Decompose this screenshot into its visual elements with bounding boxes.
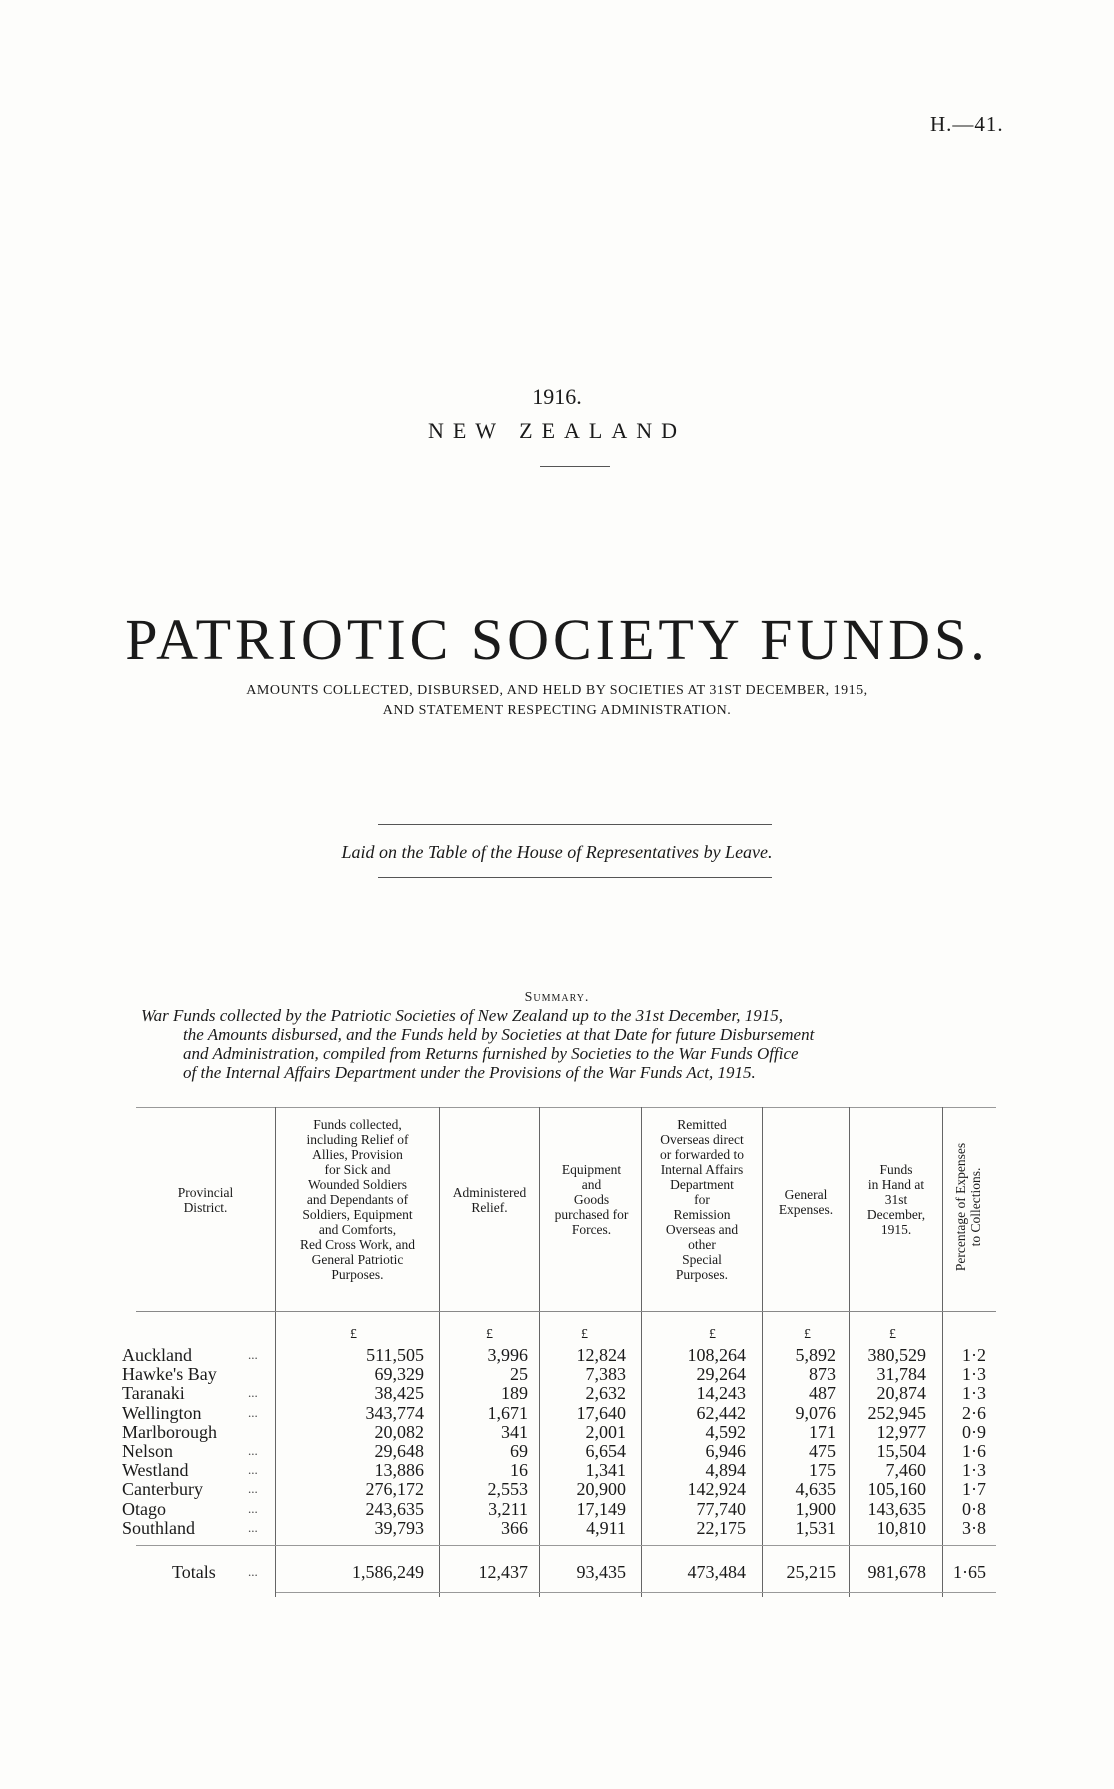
header-equipment [542,1162,641,1237]
header-line: Wounded Soldiers [307,1177,408,1192]
header-line: Special [682,1252,722,1267]
header-line: Goods [573,1192,610,1207]
table-row [122,1383,996,1404]
header-line: Provincial [177,1185,234,1200]
table-row [122,1460,996,1481]
cell-remitted: 108,264 [687,1345,746,1365]
cell-pct: 1·3 [962,1364,986,1385]
cell-equipment: 17,640 [576,1402,626,1423]
cell-relief: 12,437 [478,1562,528,1582]
summary-description [141,1006,1001,1082]
cell-remitted: 29,264 [696,1364,746,1385]
header-line: Overseas and [665,1222,739,1237]
summary-line: and Administration, compiled from Returns furnished by Societies to the War Funds Office [183,1044,799,1063]
cell-in-hand: 7,460 [885,1460,926,1481]
cell-equipment: 17,149 [576,1498,626,1519]
divider-top [378,824,772,825]
leader-dots: ... [248,1481,258,1497]
header-line: Funds collected, [313,1117,402,1132]
table-row [122,1345,996,1365]
leader-dots: ... [248,1564,258,1579]
cell-pct: 0·8 [962,1498,986,1519]
district-name: Westland [122,1460,189,1481]
cell-collected: 1,586,249 [352,1562,424,1582]
pound-symbol: £ [889,1327,896,1342]
cell-relief: 25 [510,1364,528,1385]
header-line: and Dependants of [306,1192,409,1207]
cell-collected: 29,648 [374,1441,424,1461]
leader-dots: ... [248,1519,258,1535]
header-line: Remitted [677,1117,727,1132]
cell-in-hand: 15,504 [876,1441,926,1461]
cell-expenses: 171 [809,1421,836,1442]
cell-relief: 1,671 [487,1402,528,1423]
summary-line: War Funds collected by the Patriotic Societies of New Zealand up to the 31st December, 1915, [141,1006,783,1025]
header-line: Equipment [561,1162,622,1177]
cell-expenses: 25,215 [786,1562,836,1582]
cell-pct: 1·3 [962,1383,986,1404]
laid-on-table-note: Laid on the Table of the House of Representatives by Leave. [341,842,773,862]
country-name: NEW ZEALAND [427,418,687,443]
header-line: 31st [884,1192,908,1207]
cell-expenses: 9,076 [795,1402,836,1423]
totals-rule [136,1545,996,1546]
short-divider [540,466,610,467]
cell-pct: 1·3 [962,1460,986,1481]
cell-remitted: 473,484 [687,1562,746,1582]
summary-line: of the Internal Affairs Department under the Provisions of the War Funds Act, 1915. [183,1063,756,1082]
summary-line: the Amounts disbursed, and the Funds held by Societies at that Date for future Disbursement [183,1025,815,1044]
cell-pct: 1·7 [962,1479,986,1500]
cell-in-hand: 143,635 [867,1498,926,1519]
cell-expenses: 4,635 [795,1479,836,1500]
cell-expenses: 873 [809,1364,836,1385]
cell-collected: 69,329 [374,1364,424,1385]
header-administered-relief [440,1185,539,1215]
cell-expenses: 175 [809,1460,836,1481]
district-name: Canterbury [122,1479,203,1500]
header-line: or forwarded to [660,1147,744,1162]
header-line: and [581,1177,602,1192]
header-line: 1915. [880,1222,912,1237]
header-line: December, [866,1207,926,1222]
table-row [122,1498,996,1519]
table-row [122,1517,996,1538]
cell-equipment: 6,654 [585,1441,626,1461]
header-line: Internal Affairs [660,1162,744,1177]
table-top-rule [136,1107,996,1108]
cell-relief: 189 [501,1383,528,1404]
cell-pct: 0·9 [962,1421,986,1442]
header-line: including Relief of [306,1132,409,1147]
header-line: and Comforts, [318,1222,397,1237]
table-row [122,1441,996,1461]
header-line: Relief. [471,1200,508,1215]
header-line: Allies, Provision [312,1147,403,1162]
cell-equipment: 12,824 [576,1345,626,1365]
cell-collected: 20,082 [374,1421,424,1442]
cell-equipment: 93,435 [576,1562,626,1582]
leader-dots: ... [248,1385,258,1401]
cell-relief: 366 [501,1517,528,1538]
header-line: General [784,1187,828,1202]
document-year: 1916. [532,384,582,409]
cell-remitted: 62,442 [696,1402,746,1423]
totals-line [136,1562,996,1582]
pound-symbol: £ [581,1327,588,1342]
header-line: Overseas direct [660,1132,744,1147]
district-name: Taranaki [122,1383,185,1404]
header-line: Soldiers, Equipment [302,1207,413,1222]
cell-collected: 276,172 [365,1479,424,1500]
summary-heading: Summary. [524,990,590,1005]
cell-remitted: 22,175 [696,1517,746,1538]
table-row [122,1479,996,1500]
cell-collected: 243,635 [365,1498,424,1519]
header-percentage [953,1120,987,1294]
cell-expenses: 1,531 [795,1517,836,1538]
header-line: Forces. [571,1222,612,1237]
header-line: for Sick and [324,1162,391,1177]
cell-in-hand: 10,810 [876,1517,926,1538]
cell-in-hand: 981,678 [867,1562,926,1582]
cell-collected: 38,425 [374,1383,424,1404]
cell-remitted: 14,243 [696,1383,746,1404]
cell-pct: 1·6 [962,1441,986,1461]
cell-pct: 1·2 [962,1345,986,1365]
header-line: Funds [879,1162,913,1177]
cell-in-hand: 105,160 [867,1479,926,1500]
table-row [122,1421,996,1442]
cell-expenses: 475 [809,1441,836,1461]
cell-collected: 343,774 [365,1402,424,1423]
divider-bottom [378,877,772,878]
cell-in-hand: 380,529 [867,1345,926,1365]
district-name: Marlborough [122,1421,217,1442]
table-row [122,1402,996,1423]
header-line: Remission [673,1207,731,1222]
header-line: General Patriotic [311,1252,404,1267]
district-name: Nelson [122,1441,173,1461]
header-general-expenses [763,1187,849,1217]
cell-relief: 3,211 [488,1498,528,1519]
cell-expenses: 1,900 [795,1498,836,1519]
table-row [122,1364,996,1385]
pound-symbol: £ [350,1327,357,1342]
cell-pct: 1·65 [953,1562,986,1582]
cell-remitted: 4,592 [705,1421,746,1442]
cell-equipment: 1,341 [585,1460,626,1481]
pound-symbol: £ [486,1327,493,1342]
header-line: to Collections. [968,1167,983,1247]
pound-symbol: £ [804,1327,811,1342]
pound-symbol: £ [709,1327,716,1342]
cell-relief: 341 [501,1421,528,1442]
cell-remitted: 142,924 [687,1479,746,1500]
leader-dots: ... [248,1404,258,1420]
cell-expenses: 487 [809,1383,836,1404]
district-name: Southland [122,1517,196,1538]
table-bottom-rule [276,1592,996,1593]
header-provincial-district [136,1185,275,1215]
totals-label: Totals [172,1562,216,1582]
cell-collected: 13,886 [374,1460,424,1481]
summary-table [122,1107,996,1597]
header-line: Percentage of Expenses [953,1142,968,1272]
cell-equipment: 20,900 [576,1479,626,1500]
cell-equipment: 2,001 [585,1421,626,1442]
header-funds-in-hand [850,1162,942,1237]
header-line: Purposes. [331,1267,384,1282]
header-line: purchased for [554,1207,629,1222]
header-line: Department [670,1177,734,1192]
header-line: for [694,1192,710,1207]
cell-remitted: 4,894 [705,1460,746,1481]
leader-dots: ... [248,1347,258,1362]
cell-relief: 2,553 [487,1479,528,1500]
header-line: in Hand at [867,1177,925,1192]
leader-dots: ... [248,1462,258,1478]
header-bottom-rule [136,1311,996,1312]
header-line: Administered [452,1185,527,1200]
district-name: Hawke's Bay [122,1364,217,1385]
header-line: other [688,1237,716,1252]
cell-expenses: 5,892 [795,1345,836,1365]
cell-in-hand: 12,977 [876,1421,926,1442]
cell-pct: 3·8 [962,1517,986,1538]
cell-in-hand: 20,874 [876,1383,926,1404]
cell-collected: 511,505 [366,1345,424,1365]
header-funds-collected [276,1117,439,1282]
page-reference: H.—41. [930,112,1004,136]
header-remitted-overseas [642,1117,762,1282]
cell-in-hand: 252,945 [867,1402,926,1423]
header-line: Purposes. [675,1267,729,1282]
cell-in-hand: 31,784 [876,1364,926,1385]
leader-dots: ... [248,1443,258,1458]
header-line: Red Cross Work, and [300,1237,415,1252]
subtitle-line-2: AND STATEMENT RESPECTING ADMINISTRATION. [382,703,732,718]
cell-equipment: 7,383 [585,1364,626,1385]
cell-equipment: 2,632 [585,1383,626,1404]
page-title: PATRIOTIC SOCIETY FUNDS. [125,607,989,672]
district-name: Wellington [122,1402,202,1423]
cell-equipment: 4,911 [586,1517,626,1538]
cell-remitted: 77,740 [696,1498,746,1519]
cell-relief: 3,996 [487,1345,528,1365]
subtitle-line-1: AMOUNTS COLLECTED, DISBURSED, AND HELD BY SOCIETIES AT 31ST DECEMBER, 1915, [246,683,868,698]
cell-relief: 69 [510,1441,528,1461]
district-name: Otago [122,1498,166,1519]
cell-remitted: 6,946 [705,1441,746,1461]
district-name: Auckland [122,1345,192,1365]
cell-collected: 39,793 [374,1517,424,1538]
cell-pct: 2·6 [962,1402,986,1423]
header-line: District. [183,1200,228,1215]
header-line: Expenses. [778,1202,834,1217]
leader-dots: ... [248,1500,258,1516]
cell-relief: 16 [510,1460,528,1481]
